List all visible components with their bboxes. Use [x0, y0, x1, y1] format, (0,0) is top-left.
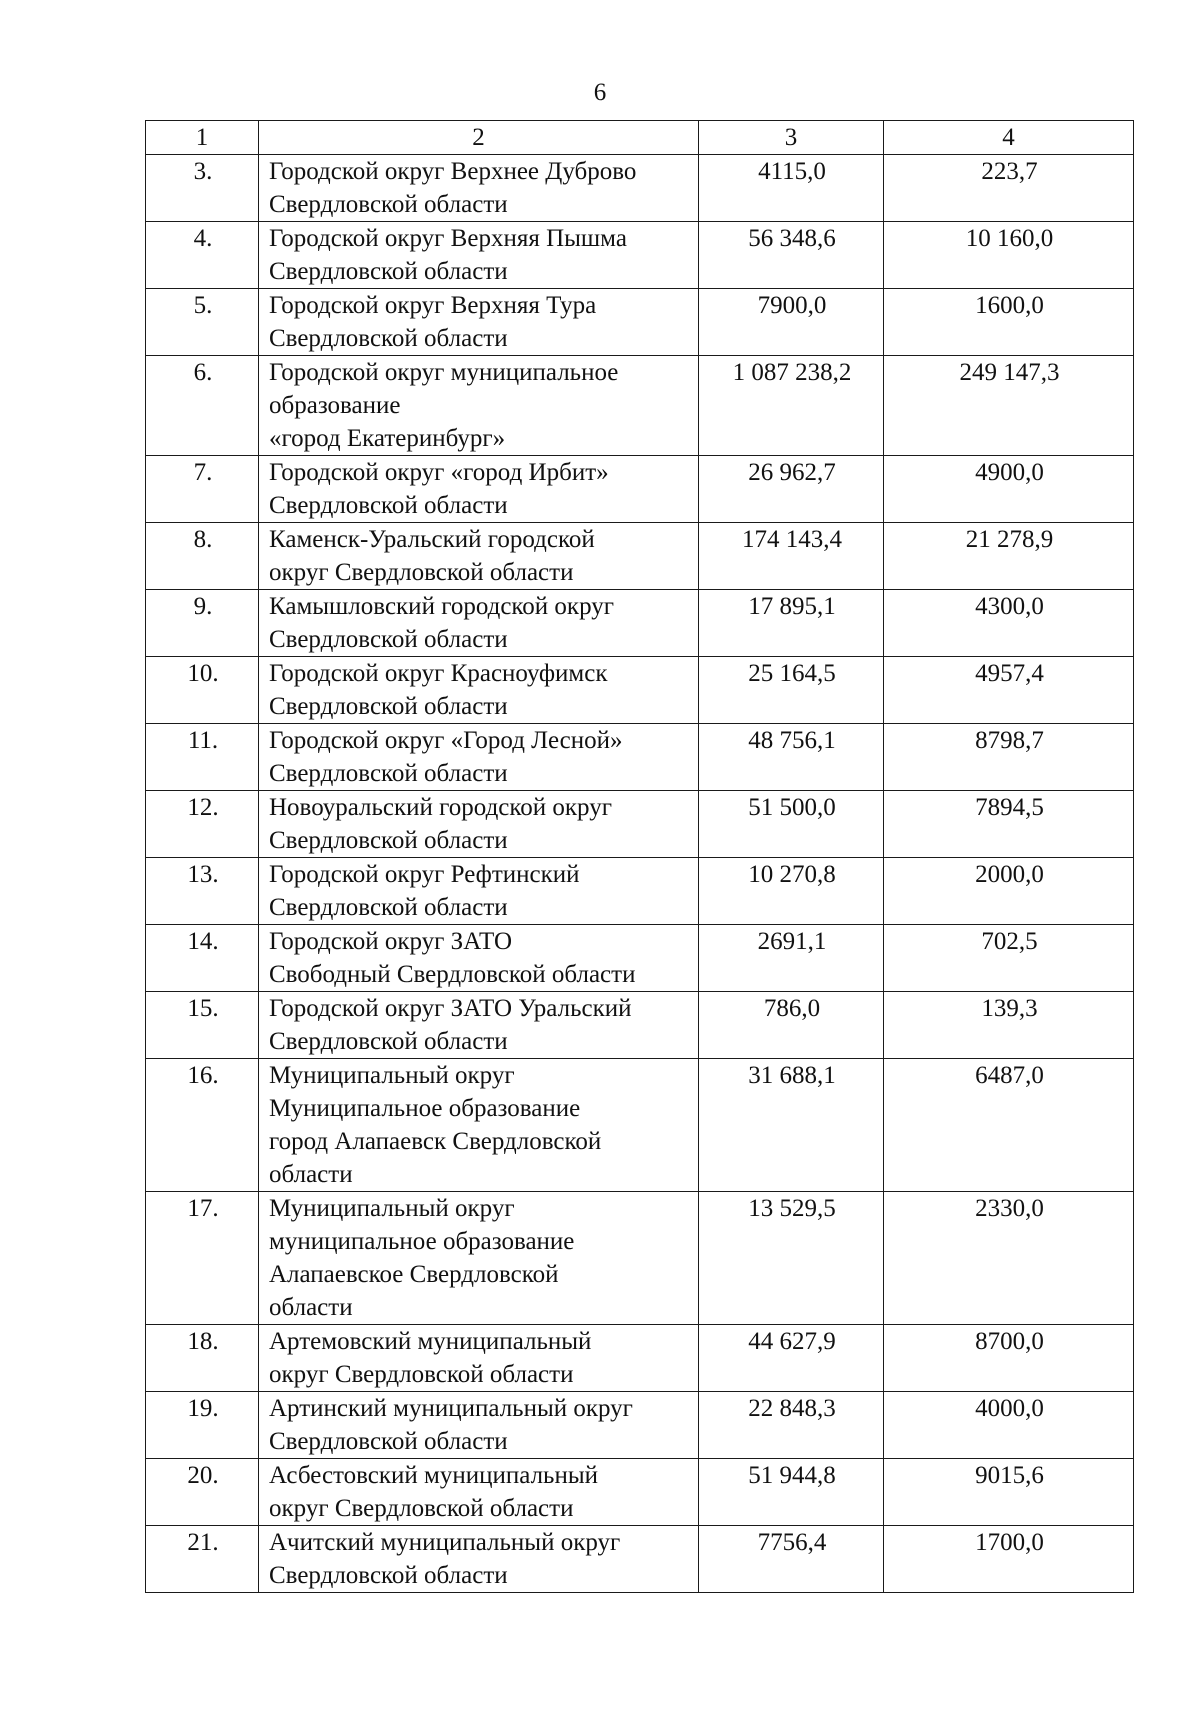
- municipality-name-line: области: [269, 1294, 353, 1321]
- value-col3-cell: 51 944,8: [699, 1459, 884, 1526]
- municipality-name-line: Муниципальное образование: [269, 1095, 581, 1122]
- value-col3-cell: 56 348,6: [699, 222, 884, 289]
- municipality-name-line: город Алапаевск Свердловской: [269, 1128, 602, 1155]
- table-row: [146, 1325, 1134, 1392]
- municipality-name-cell: [259, 1392, 699, 1459]
- municipality-name-line: Асбестовский муниципальный: [269, 1462, 599, 1489]
- table-row: [146, 222, 1134, 289]
- row-number-cell: 5.: [146, 289, 259, 356]
- value-col4-cell: 2000,0: [884, 858, 1134, 925]
- table-row: [146, 724, 1134, 791]
- municipality-name-line: Свердловской области: [269, 191, 508, 218]
- value-col3-cell: 10 270,8: [699, 858, 884, 925]
- municipality-name-line: Городской округ «Город Лесной»: [269, 727, 623, 754]
- municipality-name-cell: [259, 456, 699, 523]
- row-number-cell: 7.: [146, 456, 259, 523]
- value-col4-cell: 223,7: [884, 155, 1134, 222]
- value-col3-cell: 44 627,9: [699, 1325, 884, 1392]
- row-number-cell: 15.: [146, 992, 259, 1059]
- municipality-name-line: Каменск-Уральский городской: [269, 526, 595, 553]
- municipality-name-line: Свердловской области: [269, 325, 508, 352]
- value-col3-cell: 31 688,1: [699, 1059, 884, 1192]
- row-number-cell: 6.: [146, 356, 259, 456]
- table-row: [146, 356, 1134, 456]
- value-col4-cell: 9015,6: [884, 1459, 1134, 1526]
- value-col4-cell: 8700,0: [884, 1325, 1134, 1392]
- value-col4-cell: 4000,0: [884, 1392, 1134, 1459]
- municipality-name-line: Свердловской области: [269, 693, 508, 720]
- municipality-name-cell: [259, 289, 699, 356]
- municipality-name-cell: [259, 1459, 699, 1526]
- table-body: [146, 121, 1134, 1593]
- municipality-name-cell: [259, 155, 699, 222]
- municipality-name-line: образование: [269, 392, 401, 419]
- municipality-name-line: Городской округ Красноуфимск: [269, 660, 608, 687]
- municipality-name-line: Городской округ ЗАТО: [269, 928, 513, 955]
- municipality-name-line: Свердловской области: [269, 258, 508, 285]
- value-col3-cell: 7900,0: [699, 289, 884, 356]
- municipality-name-line: муниципальное образование: [269, 1228, 575, 1255]
- municipality-name-cell: [259, 657, 699, 724]
- value-col3-cell: 25 164,5: [699, 657, 884, 724]
- value-col4-cell: 4900,0: [884, 456, 1134, 523]
- municipality-name-line: «город Екатеринбург»: [269, 425, 506, 452]
- municipality-name-line: Свободный Свердловской области: [269, 961, 636, 988]
- municipality-name-cell: [259, 1059, 699, 1192]
- municipality-name-line: Новоуральский городской округ: [269, 794, 612, 821]
- header-cell-col4: 4: [884, 121, 1134, 155]
- table-row: [146, 155, 1134, 222]
- value-col3-cell: 174 143,4: [699, 523, 884, 590]
- row-number-cell: 4.: [146, 222, 259, 289]
- municipality-name-line: Городской округ «город Ирбит»: [269, 459, 609, 486]
- table-row: [146, 1459, 1134, 1526]
- row-number-cell: 20.: [146, 1459, 259, 1526]
- table-row: [146, 791, 1134, 858]
- row-number-cell: 16.: [146, 1059, 259, 1192]
- municipality-name-cell: [259, 925, 699, 992]
- municipality-name-line: Артинский муниципальный округ: [269, 1395, 633, 1422]
- municipality-name-line: Городской округ Рефтинский: [269, 861, 580, 888]
- municipality-name-line: Камышловский городской округ: [269, 593, 614, 620]
- value-col4-cell: 4957,4: [884, 657, 1134, 724]
- municipality-name-cell: [259, 992, 699, 1059]
- value-col4-cell: 702,5: [884, 925, 1134, 992]
- municipality-name-line: Ачитский муниципальный округ: [269, 1529, 621, 1556]
- value-col3-cell: 48 756,1: [699, 724, 884, 791]
- value-col4-cell: 7894,5: [884, 791, 1134, 858]
- municipality-name-line: Свердловской области: [269, 894, 508, 921]
- table-row: [146, 456, 1134, 523]
- table-header-row: [146, 121, 1134, 155]
- municipality-name-line: области: [269, 1161, 353, 1188]
- table-row: [146, 1526, 1134, 1593]
- value-col3-cell: 51 500,0: [699, 791, 884, 858]
- row-number-cell: 14.: [146, 925, 259, 992]
- value-col3-cell: 13 529,5: [699, 1192, 884, 1325]
- municipality-name-line: Свердловской области: [269, 1562, 508, 1589]
- municipality-name-cell: [259, 791, 699, 858]
- municipality-name-line: округ Свердловской области: [269, 1495, 574, 1522]
- value-col4-cell: 10 160,0: [884, 222, 1134, 289]
- row-number-cell: 10.: [146, 657, 259, 724]
- municipality-name-cell: [259, 1526, 699, 1593]
- municipality-name-line: Свердловской области: [269, 1028, 508, 1055]
- value-col3-cell: 17 895,1: [699, 590, 884, 657]
- municipality-name-line: Свердловской области: [269, 626, 508, 653]
- value-col3-cell: 26 962,7: [699, 456, 884, 523]
- municipality-name-cell: [259, 1325, 699, 1392]
- table-row: [146, 992, 1134, 1059]
- table-row: [146, 1392, 1134, 1459]
- municipality-name-line: Муниципальный округ: [269, 1062, 515, 1089]
- municipality-name-line: округ Свердловской области: [269, 559, 574, 586]
- municipality-name-line: Городской округ Верхнее Дуброво: [269, 158, 637, 185]
- row-number-cell: 8.: [146, 523, 259, 590]
- value-col4-cell: 1600,0: [884, 289, 1134, 356]
- table-row: [146, 590, 1134, 657]
- municipality-name-line: Алапаевское Свердловской: [269, 1261, 559, 1288]
- value-col4-cell: 2330,0: [884, 1192, 1134, 1325]
- municipality-name-line: Городской округ Верхняя Пышма: [269, 225, 627, 252]
- municipality-name-cell: [259, 1192, 699, 1325]
- municipality-name-cell: [259, 356, 699, 456]
- value-col4-cell: 249 147,3: [884, 356, 1134, 456]
- municipality-name-line: округ Свердловской области: [269, 1361, 574, 1388]
- row-number-cell: 9.: [146, 590, 259, 657]
- row-number-cell: 13.: [146, 858, 259, 925]
- header-cell-col3: 3: [699, 121, 884, 155]
- value-col4-cell: 6487,0: [884, 1059, 1134, 1192]
- value-col3-cell: 7756,4: [699, 1526, 884, 1593]
- header-cell-col2: 2: [259, 121, 699, 155]
- municipality-name-line: Городской округ муниципальное: [269, 359, 619, 386]
- municipality-name-line: Городской округ ЗАТО Уральский: [269, 995, 632, 1022]
- table-row: [146, 925, 1134, 992]
- value-col4-cell: 8798,7: [884, 724, 1134, 791]
- municipality-name-line: Свердловской области: [269, 760, 508, 787]
- value-col3-cell: 2691,1: [699, 925, 884, 992]
- value-col4-cell: 4300,0: [884, 590, 1134, 657]
- municipality-name-line: Свердловской области: [269, 1428, 508, 1455]
- value-col3-cell: 4115,0: [699, 155, 884, 222]
- table-row: [146, 523, 1134, 590]
- table-row: [146, 1192, 1134, 1325]
- header-cell-col1: 1: [146, 121, 259, 155]
- municipality-name-line: Артемовский муниципальный: [269, 1328, 592, 1355]
- municipality-name-line: Свердловской области: [269, 827, 508, 854]
- municipality-name-cell: [259, 858, 699, 925]
- value-col3-cell: 786,0: [699, 992, 884, 1059]
- table-row: [146, 657, 1134, 724]
- municipality-name-line: Городской округ Верхняя Тура: [269, 292, 597, 319]
- row-number-cell: 3.: [146, 155, 259, 222]
- municipality-name-cell: [259, 523, 699, 590]
- table-row: [146, 289, 1134, 356]
- table-row: [146, 858, 1134, 925]
- municipality-name-cell: [259, 222, 699, 289]
- value-col4-cell: 21 278,9: [884, 523, 1134, 590]
- row-number-cell: 19.: [146, 1392, 259, 1459]
- value-col3-cell: 1 087 238,2: [699, 356, 884, 456]
- table-row: [146, 1059, 1134, 1192]
- row-number-cell: 21.: [146, 1526, 259, 1593]
- page-number: 6: [593, 79, 607, 106]
- row-number-cell: 17.: [146, 1192, 259, 1325]
- value-col3-cell: 22 848,3: [699, 1392, 884, 1459]
- row-number-cell: 11.: [146, 724, 259, 791]
- value-col4-cell: 1700,0: [884, 1526, 1134, 1593]
- value-col4-cell: 139,3: [884, 992, 1134, 1059]
- municipality-name-line: Свердловской области: [269, 492, 508, 519]
- municipality-name-line: Муниципальный округ: [269, 1195, 515, 1222]
- municipality-name-cell: [259, 590, 699, 657]
- row-number-cell: 18.: [146, 1325, 259, 1392]
- municipality-name-cell: [259, 724, 699, 791]
- row-number-cell: 12.: [146, 791, 259, 858]
- allocation-table: [145, 120, 1134, 1593]
